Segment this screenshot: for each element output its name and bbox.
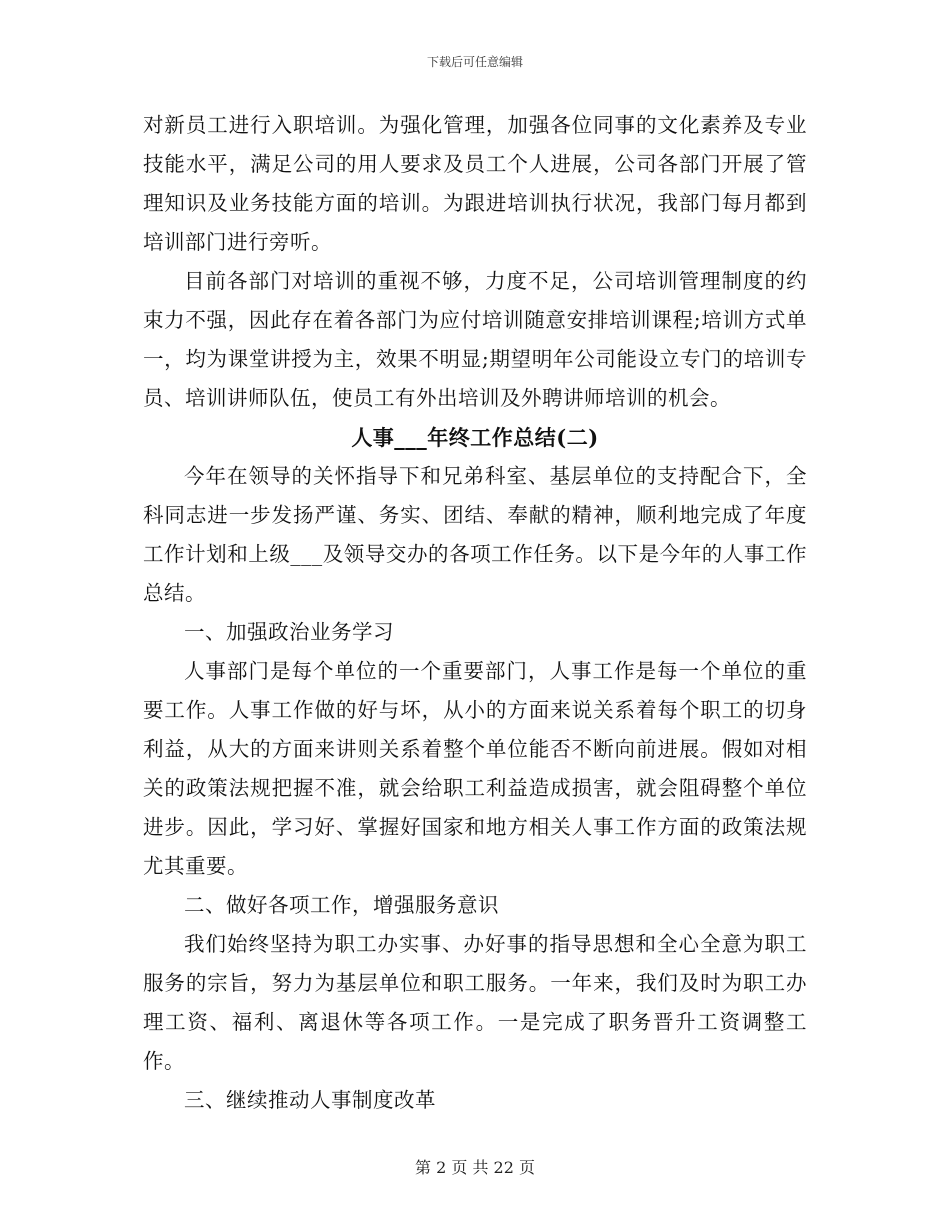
heading-hr-reform: 三、继续推动人事制度改革 (184, 1088, 436, 1112)
document-body (143, 106, 807, 1120)
page-footer: 第 2 页 共 22 页 (415, 1158, 535, 1177)
heading-service-awareness: 二、做好各项工作，增强服务意识 (184, 893, 499, 917)
paragraph-hr-importance: 人事部门是每个单位的一个重要部门，人事工作是每一个单位的重要工作。人事工作做的好与坏，从小的方面来说关系着每个职工的切身利益，从大的方面来讲则关系着整个单位能否不断向前进展。假如对相关的政策法规把握不准，就会给职工利益造成损害，就会阻碍整个单位进步。因此，学习好、掌握好国家和地方相关人事工作方面的政策法规尤其重要。 (143, 659, 807, 878)
paragraph-summary-intro: 今年在领导的关怀指导下和兄弟科室、基层单位的支持配合下，全科同志进一步发扬严谨、务实、团结、奉献的精神，顺利地完成了年度工作计划和上级___及领导交办的各项工作任务。以下是今年的人事工作总结。 (143, 464, 807, 605)
heading-political-study: 一、加强政治业务学习 (184, 620, 394, 644)
page-header: 下载后可任意编辑 (426, 55, 523, 69)
section-title: 人事___年终工作总结(二) (351, 425, 599, 450)
paragraph-training-intro: 对新员工进行入职培训。为强化管理，加强各位同事的文化素养及专业技能水平，满足公司的用人要求及员工个人进展，公司各部门开展了管理知识及业务技能方面的培训。为跟进培训执行状况，我部门每月都到培训部门进行旁听。 (143, 113, 807, 254)
paragraph-service-work: 我们始终坚持为职工办实事、办好事的指导思想和全心全意为职工服务的宗旨，努力为基层单位和职工服务。一年来，我们及时为职工办理工资、福利、离退休等各项工作。一是完成了职务晋升工资调整工作。 (143, 932, 807, 1073)
paragraph-training-issues: 目前各部门对培训的重视不够，力度不足，公司培训管理制度的约束力不强，因此存在着各部门为应付培训随意安排培训课程;培训方式单一，均为课堂讲授为主，效果不明显;期望明年公司能设立专门的培训专员、培训讲师队伍，使员工有外出培训及外聘讲师培训的机会。 (143, 269, 807, 410)
